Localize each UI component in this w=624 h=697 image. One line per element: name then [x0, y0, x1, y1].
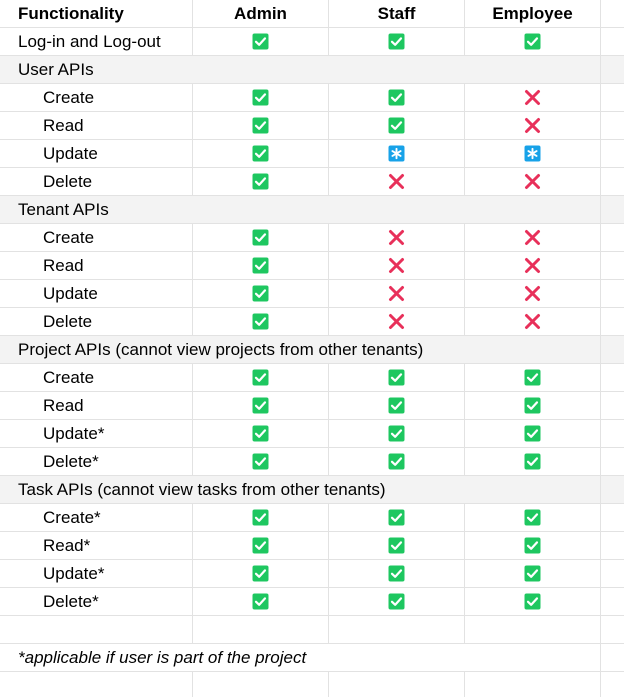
admin-permission-cell[interactable] — [193, 308, 329, 335]
admin-permission-cell[interactable] — [193, 532, 329, 559]
cross-icon — [524, 173, 541, 190]
check-icon — [252, 537, 269, 554]
table-row — [0, 84, 624, 112]
check-icon — [524, 593, 541, 610]
function-label[interactable]: Read — [0, 252, 193, 279]
section-title[interactable]: Project APIs (cannot view projects from other tenants) — [18, 340, 424, 359]
check-icon — [388, 425, 405, 442]
check-icon — [388, 369, 405, 386]
function-label[interactable]: Read — [0, 392, 193, 419]
staff-permission-cell[interactable] — [329, 84, 465, 111]
section-title[interactable]: Tenant APIs — [18, 200, 109, 219]
table-row — [0, 420, 624, 448]
footnote-row — [0, 644, 624, 672]
check-icon — [524, 369, 541, 386]
check-icon — [388, 89, 405, 106]
check-icon — [524, 33, 541, 50]
check-icon — [388, 453, 405, 470]
header-admin[interactable]: Admin — [193, 0, 329, 27]
check-icon — [252, 257, 269, 274]
table-row — [0, 448, 624, 476]
admin-permission-cell[interactable] — [193, 392, 329, 419]
empty-cell[interactable] — [601, 168, 624, 195]
empty-cell[interactable] — [601, 616, 624, 643]
check-icon — [252, 313, 269, 330]
empty-cell[interactable] — [601, 560, 624, 587]
empty-cell[interactable] — [601, 588, 624, 615]
admin-permission-cell[interactable] — [193, 560, 329, 587]
staff-permission-cell[interactable] — [329, 168, 465, 195]
employee-permission-cell[interactable] — [465, 448, 601, 475]
table-row — [0, 112, 624, 140]
check-icon — [388, 397, 405, 414]
function-label[interactable]: Delete — [0, 308, 193, 335]
employee-permission-cell[interactable] — [465, 112, 601, 139]
employee-permission-cell[interactable] — [465, 140, 601, 167]
check-icon — [524, 537, 541, 554]
cross-icon — [388, 257, 405, 274]
check-icon — [252, 285, 269, 302]
empty-cell[interactable] — [601, 140, 624, 167]
empty-cell[interactable] — [329, 616, 465, 643]
empty-cell[interactable] — [329, 672, 465, 697]
empty-cell[interactable] — [601, 0, 624, 27]
empty-cell[interactable] — [601, 28, 624, 55]
table-row — [0, 140, 624, 168]
function-label[interactable]: Read — [0, 112, 193, 139]
blank-row — [0, 672, 624, 697]
table-row — [0, 308, 624, 336]
admin-permission-cell[interactable] — [193, 112, 329, 139]
function-label[interactable]: Delete* — [0, 588, 193, 615]
empty-cell[interactable] — [601, 504, 624, 531]
check-icon — [252, 229, 269, 246]
cross-icon — [524, 285, 541, 302]
cross-icon — [388, 285, 405, 302]
admin-permission-cell[interactable] — [193, 420, 329, 447]
section-row — [0, 56, 624, 84]
empty-cell[interactable] — [601, 364, 624, 391]
staff-permission-cell[interactable] — [329, 252, 465, 279]
check-icon — [252, 173, 269, 190]
staff-permission-cell[interactable] — [329, 588, 465, 615]
admin-permission-cell[interactable] — [193, 168, 329, 195]
cross-icon — [388, 313, 405, 330]
admin-permission-cell[interactable] — [193, 504, 329, 531]
staff-permission-cell[interactable] — [329, 392, 465, 419]
employee-permission-cell[interactable] — [465, 56, 601, 83]
asterisk-icon — [524, 145, 541, 162]
empty-cell[interactable] — [193, 672, 329, 697]
check-icon — [252, 593, 269, 610]
staff-permission-cell[interactable] — [329, 448, 465, 475]
admin-permission-cell[interactable] — [193, 28, 329, 55]
table-row — [0, 392, 624, 420]
empty-cell[interactable] — [465, 644, 601, 671]
header-employee[interactable]: Employee — [465, 0, 601, 27]
admin-permission-cell[interactable] — [193, 56, 329, 83]
check-icon — [252, 425, 269, 442]
check-icon — [524, 425, 541, 442]
table-row — [0, 28, 624, 56]
staff-permission-cell[interactable] — [329, 56, 465, 83]
employee-permission-cell[interactable] — [465, 84, 601, 111]
table-row — [0, 504, 624, 532]
staff-permission-cell[interactable] — [329, 196, 465, 223]
employee-permission-cell[interactable] — [465, 224, 601, 251]
check-icon — [252, 145, 269, 162]
check-icon — [252, 33, 269, 50]
cross-icon — [524, 89, 541, 106]
admin-permission-cell[interactable] — [193, 224, 329, 251]
header-row — [0, 0, 624, 28]
employee-permission-cell[interactable] — [465, 28, 601, 55]
check-icon — [252, 369, 269, 386]
check-icon — [388, 33, 405, 50]
function-label[interactable]: Update* — [0, 560, 193, 587]
employee-permission-cell[interactable] — [465, 504, 601, 531]
section-row — [0, 336, 624, 364]
employee-permission-cell[interactable] — [465, 336, 601, 363]
employee-permission-cell[interactable] — [465, 476, 601, 503]
check-icon — [524, 397, 541, 414]
table-row — [0, 252, 624, 280]
check-icon — [524, 453, 541, 470]
check-icon — [252, 397, 269, 414]
employee-permission-cell[interactable] — [465, 392, 601, 419]
empty-cell[interactable] — [329, 644, 465, 671]
check-icon — [252, 509, 269, 526]
empty-cell[interactable] — [601, 532, 624, 559]
header-staff[interactable]: Staff — [329, 0, 465, 27]
admin-permission-cell[interactable] — [193, 252, 329, 279]
function-label[interactable]: Delete — [0, 168, 193, 195]
check-icon — [252, 565, 269, 582]
empty-cell[interactable] — [601, 672, 624, 697]
cross-icon — [524, 313, 541, 330]
check-icon — [388, 537, 405, 554]
check-icon — [252, 89, 269, 106]
admin-permission-cell[interactable] — [193, 196, 329, 223]
empty-cell[interactable] — [601, 84, 624, 111]
function-label[interactable]: Create — [0, 364, 193, 391]
empty-cell[interactable] — [601, 336, 624, 363]
function-label[interactable]: Create — [0, 84, 193, 111]
employee-permission-cell[interactable] — [465, 588, 601, 615]
empty-cell[interactable] — [601, 476, 624, 503]
cross-icon — [524, 229, 541, 246]
employee-permission-cell[interactable] — [465, 196, 601, 223]
empty-cell[interactable] — [601, 56, 624, 83]
empty-cell[interactable] — [601, 196, 624, 223]
table-body — [0, 28, 624, 616]
cross-icon — [524, 257, 541, 274]
staff-permission-cell[interactable] — [329, 532, 465, 559]
table-row — [0, 280, 624, 308]
table-row — [0, 560, 624, 588]
employee-permission-cell[interactable] — [465, 280, 601, 307]
empty-cell[interactable] — [601, 448, 624, 475]
section-row — [0, 196, 624, 224]
empty-cell[interactable] — [601, 392, 624, 419]
empty-cell[interactable] — [601, 644, 624, 671]
employee-permission-cell[interactable] — [465, 308, 601, 335]
function-label[interactable]: Delete* — [0, 448, 193, 475]
admin-permission-cell[interactable] — [193, 84, 329, 111]
function-label[interactable]: Update — [0, 140, 193, 167]
staff-permission-cell[interactable] — [329, 420, 465, 447]
empty-cell[interactable] — [465, 616, 601, 643]
function-label[interactable]: Create* — [0, 504, 193, 531]
admin-permission-cell[interactable] — [193, 280, 329, 307]
empty-cell[interactable] — [0, 616, 193, 643]
employee-permission-cell[interactable] — [465, 420, 601, 447]
admin-permission-cell[interactable] — [193, 588, 329, 615]
empty-cell[interactable] — [601, 280, 624, 307]
table-row — [0, 168, 624, 196]
staff-permission-cell[interactable] — [329, 140, 465, 167]
staff-permission-cell[interactable] — [329, 560, 465, 587]
check-icon — [388, 593, 405, 610]
function-label[interactable]: Read* — [0, 532, 193, 559]
check-icon — [388, 117, 405, 134]
empty-cell[interactable] — [601, 420, 624, 447]
admin-permission-cell[interactable] — [193, 448, 329, 475]
empty-cell[interactable] — [601, 224, 624, 251]
check-icon — [524, 565, 541, 582]
staff-permission-cell[interactable] — [329, 280, 465, 307]
check-icon — [388, 509, 405, 526]
empty-cell[interactable] — [0, 672, 193, 697]
blank-row — [0, 616, 624, 644]
empty-cell[interactable] — [601, 112, 624, 139]
section-row — [0, 476, 624, 504]
empty-cell[interactable] — [465, 672, 601, 697]
employee-permission-cell[interactable] — [465, 252, 601, 279]
employee-permission-cell[interactable] — [465, 364, 601, 391]
staff-permission-cell[interactable] — [329, 112, 465, 139]
check-icon — [388, 565, 405, 582]
table-row — [0, 588, 624, 616]
function-label[interactable]: Log-in and Log-out — [0, 28, 193, 55]
employee-permission-cell[interactable] — [465, 532, 601, 559]
table-row — [0, 532, 624, 560]
section-title[interactable]: Task APIs (cannot view tasks from other tenants) — [18, 480, 386, 499]
section-title[interactable]: User APIs — [18, 60, 94, 79]
asterisk-icon — [388, 145, 405, 162]
cross-icon — [388, 229, 405, 246]
empty-cell[interactable] — [193, 616, 329, 643]
empty-cell[interactable] — [601, 252, 624, 279]
table-row — [0, 224, 624, 252]
admin-permission-cell[interactable] — [193, 140, 329, 167]
staff-permission-cell[interactable] — [329, 308, 465, 335]
table-row — [0, 364, 624, 392]
footnote[interactable]: *applicable if user is part of the project — [18, 648, 307, 667]
check-icon — [252, 453, 269, 470]
header-functionality[interactable]: Functionality — [0, 0, 193, 27]
admin-permission-cell[interactable] — [193, 364, 329, 391]
staff-permission-cell[interactable] — [329, 504, 465, 531]
function-label[interactable]: Update — [0, 280, 193, 307]
staff-permission-cell[interactable] — [329, 224, 465, 251]
cross-icon — [388, 173, 405, 190]
staff-permission-cell[interactable] — [329, 28, 465, 55]
employee-permission-cell[interactable] — [465, 168, 601, 195]
cross-icon — [524, 117, 541, 134]
employee-permission-cell[interactable] — [465, 560, 601, 587]
check-icon — [252, 117, 269, 134]
function-label[interactable]: Update* — [0, 420, 193, 447]
check-icon — [524, 509, 541, 526]
empty-cell[interactable] — [601, 308, 624, 335]
function-label[interactable]: Create — [0, 224, 193, 251]
staff-permission-cell[interactable] — [329, 364, 465, 391]
